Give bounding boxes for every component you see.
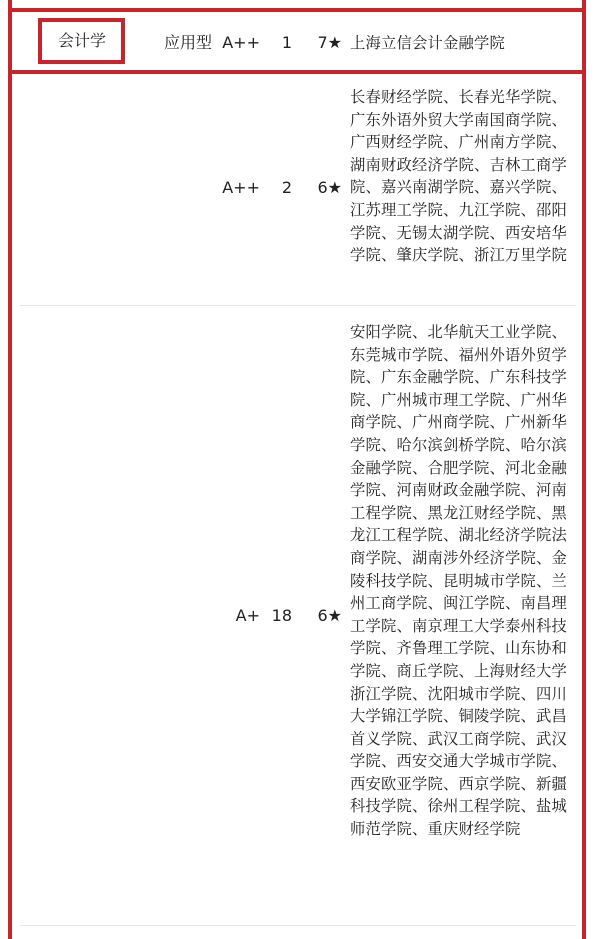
rank-cell: 2: [281, 178, 292, 197]
schools-cell: 长春财经学院、长春光华学院、广东外语外贸大学南国商学院、广西财经学院、广州南方学院、湖南财政经济学院、吉林工商学院、嘉兴南湖学院、嘉兴学院、江苏理工学院、九江学院、邵阳学院、无锡太湖学院、西安培华学院、肇庆学院、浙江万里学院: [350, 88, 567, 265]
subject-cell: 会计学: [58, 31, 107, 50]
row-divider: [20, 305, 576, 306]
schools-cell: 安阳学院、北华航天工业学院、东莞城市学院、福州外语外贸学院、广东金融学院、广东科技学院、广州城市理工学院、广州华商学院、广州商学院、广州新华学院、哈尔滨剑桥学院、哈尔滨金融学院、合肥学院、河北金融学院、河南财政金融学院、河南工程学院、黑龙江财经学院、黑龙江工程学院、湖北经济学院法商学院、湖南涉外经济学院、金陵科技学院、昆明城市学院、兰州工商学院、闽江学院、南昌理工学院、南京理工大学泰州科技学院、齐鲁理工学院、山东协和学院、商丘学院、上海财经大学浙江学院、沈阳城市学院、四川大学锦江学院、铜陵学院、武昌首义学院、武汉工商学院、武汉学院、西安交通大学城市学院、西安欧亚学院、西京学院、新疆科技学院、徐州工程学院、盐城师范学院、重庆财经学院: [350, 323, 567, 839]
stars-cell: 7★: [317, 33, 342, 52]
schools-cell: 上海立信会计金融学院: [350, 34, 505, 52]
stars-cell: 6★: [317, 178, 342, 197]
rank-cell: 1: [281, 33, 292, 52]
grade-cell: A++: [222, 33, 260, 52]
grade-cell: A+: [235, 606, 260, 625]
grade-cell: A++: [222, 178, 260, 197]
rank-cell: 18: [271, 606, 292, 625]
row-divider: [20, 925, 576, 926]
stars-cell: 6★: [317, 606, 342, 625]
type-cell: 应用型: [164, 33, 213, 52]
